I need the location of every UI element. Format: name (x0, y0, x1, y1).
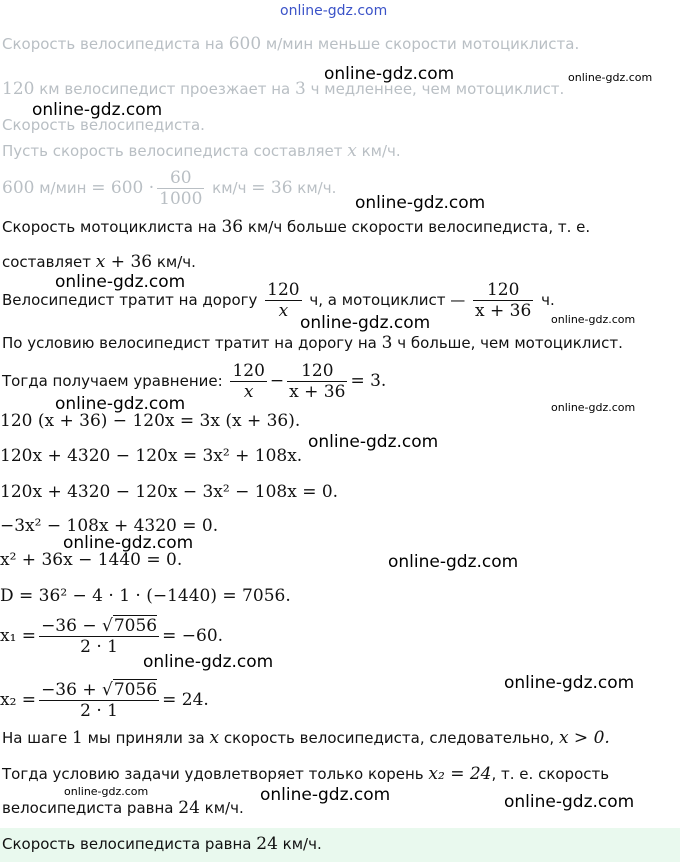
numerator: −36 + √7056 (41, 680, 158, 700)
given-line-4 (2, 142, 401, 160)
text: ч. (536, 291, 555, 309)
text: км/ч. (277, 835, 322, 853)
watermark: online-gdz.com (300, 313, 431, 333)
numerator: 120 (232, 361, 265, 381)
text: составляет (2, 253, 96, 271)
number: 1 (72, 728, 83, 748)
text: Пусть скорость велосипедиста составляет (2, 142, 348, 160)
equation-4: −3x² − 108x + 4320 = 0. (0, 516, 219, 536)
denominator: 2 · 1 (80, 637, 118, 657)
minus: − (269, 371, 285, 391)
denominator: x + 36 (475, 301, 532, 321)
fraction (39, 616, 159, 657)
watermark: online-gdz.com (32, 100, 163, 120)
watermark: online-gdz.com (55, 394, 186, 414)
watermark: online-gdz.com (55, 272, 186, 292)
math: = 24. (162, 690, 209, 710)
denominator: x + 36 (289, 382, 346, 402)
text: На шаге (2, 729, 73, 747)
watermark: online-gdz.com (260, 785, 391, 805)
math: = −60. (162, 626, 224, 646)
math: + 36 (105, 252, 153, 272)
numerator: 120 (267, 280, 300, 300)
equation-discriminant: D = 36² − 4 · 1 · (−1440) = 7056. (0, 586, 291, 606)
number: 120 (2, 79, 35, 99)
equation-1: 120 (x + 36) − 120x = 3x (x + 36). (0, 411, 301, 431)
number: 24 (256, 834, 278, 854)
numerator: −36 − √7056 (41, 616, 158, 636)
text: км/ч. (152, 253, 196, 271)
text: Тогда получаем уравнение: (2, 372, 228, 390)
math: x₂ = 24 (428, 764, 492, 784)
solution-line-2 (2, 253, 196, 271)
fraction (39, 680, 159, 721)
text: ч, а мотоциклист — (304, 291, 471, 309)
text: км/ч (207, 179, 252, 197)
text: Скорость велосипедиста равна (2, 835, 257, 853)
text: Скорость велосипедиста на (2, 35, 229, 53)
number: 600 (228, 34, 262, 54)
watermark: online-gdz.com (568, 71, 653, 84)
watermark: online-gdz.com (551, 401, 636, 414)
math: = 600 · (91, 178, 155, 198)
denominator (265, 301, 301, 321)
text: м/мин меньше скорости мотоциклиста. (261, 35, 580, 53)
math: −36 + (41, 680, 102, 700)
watermark: online-gdz.com (63, 533, 194, 553)
number: 24 (178, 798, 200, 818)
text: км велосипедист проезжает на (34, 80, 296, 98)
given-line-1 (2, 35, 579, 53)
watermark-top: online-gdz.com (280, 3, 388, 19)
variable: x (95, 252, 106, 272)
text: , т. е. скорость (491, 765, 610, 783)
equation-5: x² + 36x − 1440 = 0. (0, 550, 183, 570)
number: 3 (295, 79, 306, 99)
math: x₂ = (0, 690, 37, 710)
watermark: online-gdz.com (388, 552, 519, 572)
numerator: 60 (157, 168, 204, 189)
equation-3: 120x + 4320 − 120x − 3x² − 108x = 0. (0, 482, 339, 502)
text: км/ч. (292, 179, 337, 197)
radicand: 7056 (113, 616, 158, 636)
math: = 36 (251, 178, 293, 198)
fraction (230, 361, 266, 402)
variable: x (243, 382, 254, 402)
given-line-5 (2, 164, 336, 212)
watermark: online-gdz.com (551, 313, 636, 326)
given-line-2 (2, 80, 564, 98)
solution-line-1 (2, 218, 590, 236)
fraction (473, 280, 533, 321)
number: 36 (221, 217, 244, 237)
text: Тогда условию задачи удовлетворяет только корень (2, 765, 429, 783)
variable: x (278, 301, 289, 321)
watermark: online-gdz.com (64, 785, 149, 798)
math: x₁ = (0, 626, 37, 646)
text: Скорость мотоциклиста на (2, 218, 222, 236)
variable: x (347, 141, 357, 161)
text: ч больше, чем мотоциклист. (392, 334, 623, 352)
watermark: online-gdz.com (504, 792, 635, 812)
text: скорость велосипедиста, следовательно, (219, 729, 559, 747)
root-x2 (0, 676, 209, 724)
text: По условию велосипедист тратит на дорогу на (2, 334, 382, 352)
fraction (265, 280, 301, 321)
text: м/мин (34, 179, 92, 197)
numerator: 120 (287, 361, 347, 382)
denominator (230, 382, 266, 402)
solution-line-6 (2, 729, 610, 747)
text: велосипедиста равна (2, 799, 179, 817)
fraction (287, 361, 347, 402)
watermark: online-gdz.com (504, 673, 635, 693)
equation-2: 120x + 4320 − 120x = 3x² + 108x. (0, 446, 303, 466)
number: 3 (381, 333, 393, 353)
denominator: 1000 (159, 189, 203, 209)
denominator: 2 · 1 (80, 701, 118, 721)
text: ч медленнее, чем мотоциклист. (305, 80, 565, 98)
fraction (157, 168, 204, 209)
math: −36 − (41, 616, 102, 636)
math: x > 0. (558, 728, 610, 748)
radicand: 7056 (113, 680, 158, 700)
solution-line-8 (2, 799, 244, 817)
text: км/ч. (199, 799, 244, 817)
numerator: 120 (473, 280, 533, 301)
text: км/ч. (356, 142, 401, 160)
solution-line-4 (2, 334, 623, 352)
watermark: online-gdz.com (324, 64, 455, 84)
watermark: online-gdz.com (143, 652, 274, 672)
answer-box (0, 828, 680, 862)
text: мы приняли за (82, 729, 210, 747)
text: км/ч больше скорости велосипедиста, т. е. (243, 218, 591, 236)
answer-text (2, 835, 322, 853)
variable: x (209, 728, 220, 748)
watermark: online-gdz.com (308, 432, 439, 452)
text: Велосипедист тратит на дорогу (2, 291, 263, 309)
number: 600 (2, 178, 35, 198)
watermark: online-gdz.com (355, 193, 486, 213)
solution-line-7 (2, 765, 609, 783)
math: = 3. (350, 371, 387, 391)
given-line-3: Скорость велосипедиста. (2, 116, 205, 134)
